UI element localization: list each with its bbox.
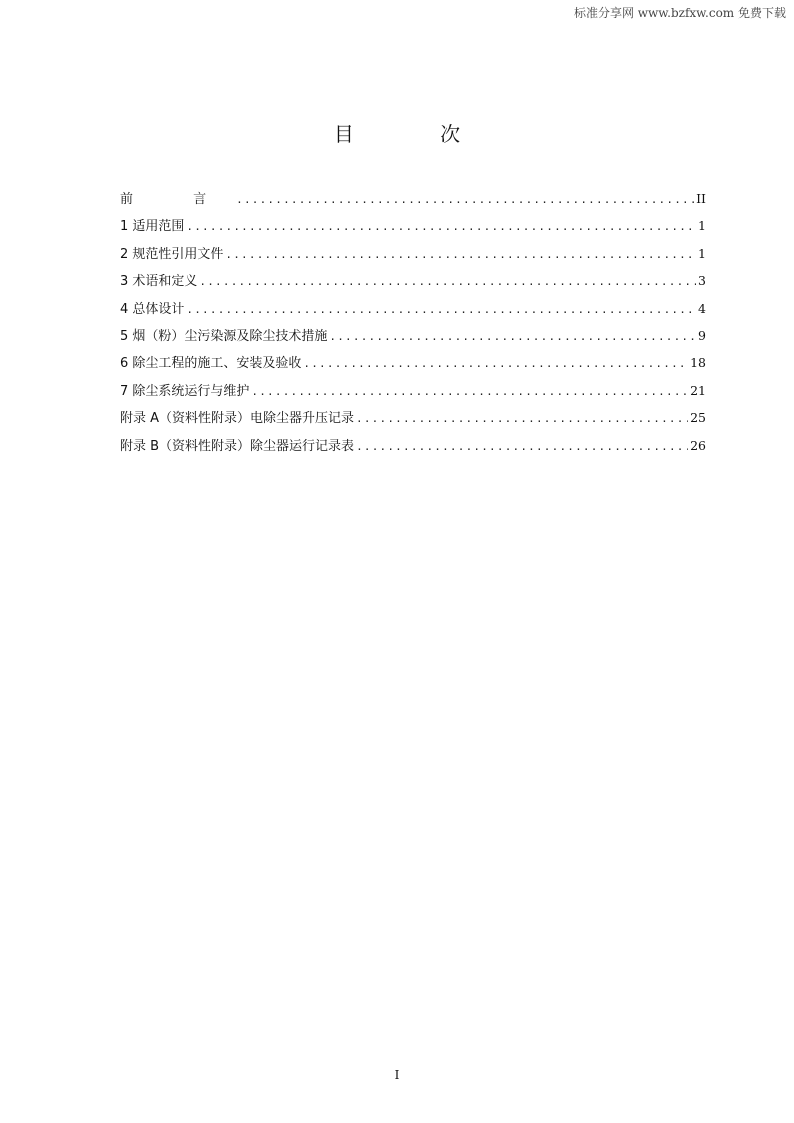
toc-leader-dots bbox=[356, 440, 688, 453]
toc-entry-page: 26 bbox=[690, 437, 706, 453]
toc-leader-dots bbox=[199, 275, 696, 288]
toc-entry-pollution-sources[interactable] bbox=[120, 325, 706, 352]
toc-entry-scope[interactable] bbox=[120, 215, 706, 242]
toc-entry-terms-definitions[interactable] bbox=[120, 270, 706, 297]
toc-entry-overall-design[interactable] bbox=[120, 298, 706, 325]
toc-entry-operation-maintenance[interactable] bbox=[120, 380, 706, 407]
toc-entry-page: 1 bbox=[698, 218, 706, 234]
toc-entry-label: 1 适用范围 bbox=[120, 219, 185, 235]
toc-entry-page: 25 bbox=[690, 410, 706, 426]
toc-leader-dots bbox=[186, 220, 696, 233]
toc-leader-dots bbox=[251, 385, 688, 398]
toc-entry-label: 7 除尘系统运行与维护 bbox=[120, 383, 250, 399]
toc-leader-dots bbox=[356, 412, 688, 425]
toc-entry-label: 4 总体设计 bbox=[120, 301, 185, 317]
toc-entry-label: 前 言 bbox=[120, 192, 235, 207]
toc-leader-dots bbox=[236, 193, 694, 206]
toc-leader-dots bbox=[225, 248, 696, 261]
toc-leader-dots bbox=[186, 303, 696, 316]
toc-entry-page: 1 bbox=[698, 245, 706, 261]
toc-entry-label: 附录 B（资料性附录）除尘器运行记录表 bbox=[120, 438, 355, 454]
toc-entry-page: 4 bbox=[698, 300, 706, 316]
table-of-contents bbox=[120, 188, 706, 462]
toc-entry-page: 9 bbox=[698, 327, 706, 343]
toc-entry-appendix-a[interactable] bbox=[120, 407, 706, 434]
toc-entry-appendix-b[interactable] bbox=[120, 435, 706, 462]
toc-entry-label: 附录 A（资料性附录）电除尘器升压记录 bbox=[120, 411, 355, 427]
toc-leader-dots bbox=[303, 357, 688, 370]
toc-entry-label: 5 烟（粉）尘污染源及除尘技术措施 bbox=[120, 328, 328, 344]
toc-entry-page: 18 bbox=[690, 355, 706, 371]
toc-entry-label: 2 规范性引用文件 bbox=[120, 246, 224, 262]
watermark: 标准分享网 www.bzfxw.com 免费下载 bbox=[573, 6, 786, 20]
page-title: 目 次 bbox=[333, 122, 501, 146]
toc-entry-label: 3 术语和定义 bbox=[120, 274, 198, 290]
toc-entry-foreword[interactable] bbox=[120, 188, 706, 215]
toc-entry-normative-references[interactable] bbox=[120, 243, 706, 270]
page-number: I bbox=[394, 1068, 400, 1082]
toc-entry-page: II bbox=[696, 191, 706, 206]
toc-leader-dots bbox=[329, 330, 696, 343]
toc-entry-page: 21 bbox=[690, 382, 706, 398]
toc-entry-page: 3 bbox=[698, 273, 706, 289]
toc-entry-label: 6 除尘工程的施工、安装及验收 bbox=[120, 356, 302, 372]
toc-entry-construction-acceptance[interactable] bbox=[120, 352, 706, 379]
